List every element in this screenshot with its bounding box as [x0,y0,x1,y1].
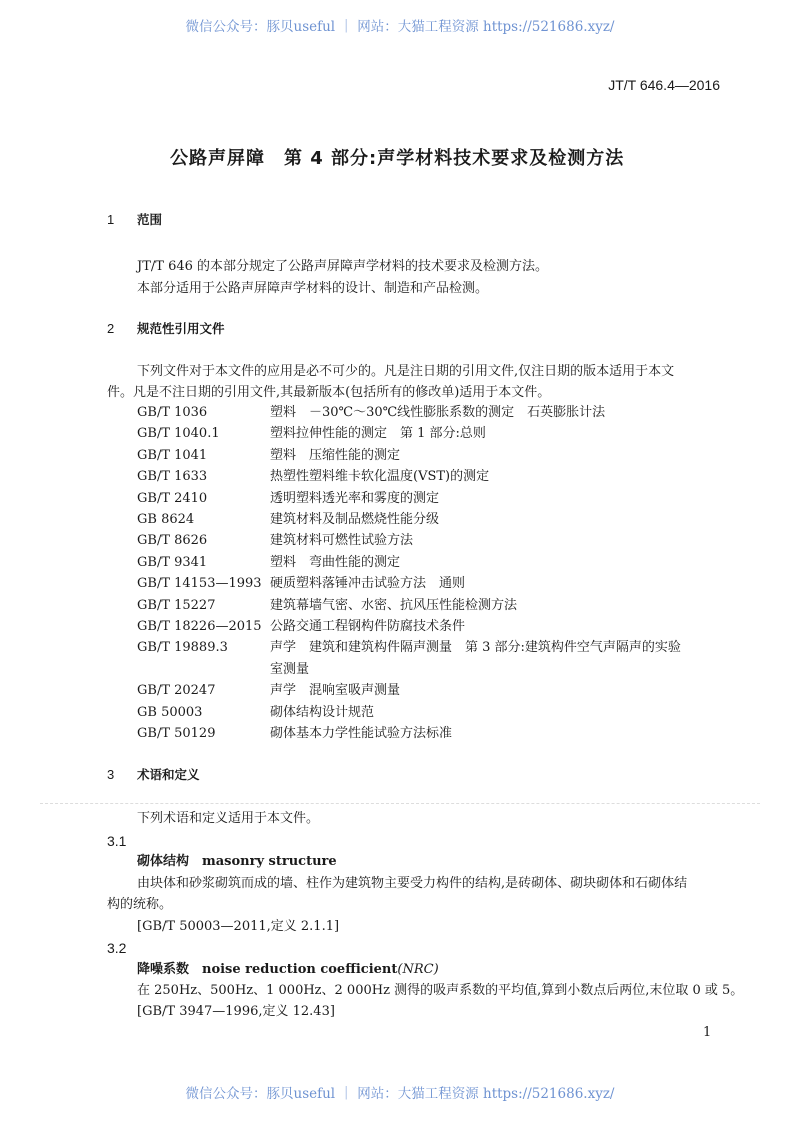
standard-number: JT/T 646.4—2016 [608,77,720,93]
page-number: 1 [703,1025,712,1040]
reference-title: 塑料 压缩性能的测定 [270,447,401,463]
reference-title: 建筑材料及制品燃烧性能分级 [270,512,440,527]
reference-code: GB 50003 [137,704,203,720]
watermark-bottom: 微信公众号：豚贝useful ｜ 网站：大猫工程资源 https://521686.xyz/ [185,1086,615,1102]
reference-code: GB/T 2410 [137,490,208,506]
term-heading [137,963,439,976]
reference-title: 塑料 －30℃～30℃线性膨胀系数的测定 石英膨胀计法 [270,405,606,420]
divider [40,803,760,804]
definition-line: 由块体和砂浆砌筑而成的墙、柱作为建筑物主要受力构件的结构,是砖砌体、砌块砌体和石砌体结 [137,876,688,891]
paragraph-line: 本部分适用于公路声屏障声学材料的设计、制造和产品检测。 [137,281,489,296]
paragraph-line: 下列文件对于本文件的应用是必不可少的。凡是注日期的引用文件,仅注日期的版本适用于本文 [137,364,675,379]
reference-code: GB/T 1633 [137,469,208,485]
reference-title: 声学 混响室吸声测量 [270,683,401,699]
document-title: 公路声屏障 第 4 部分:声学材料技术要求及检测方法 [170,148,625,169]
paragraph-line: 下列术语和定义适用于本文件。 [137,811,320,826]
paragraph-line: 件。凡是不注日期的引用文件,其最新版本(包括所有的修改单)适用于本文件。 [107,385,551,400]
clause-number: 3.1 [107,833,127,849]
term-text: 降噪系数 noise reduction coefficient [137,962,398,977]
watermark-top: 微信公众号：豚贝useful ｜ 网站：大猫工程资源 https://521686.xyz/ [185,19,615,35]
clause-number: 3.2 [107,940,127,956]
reference-code: GB/T 15227 [137,597,216,613]
section-3-heading [107,768,200,782]
term-heading: 砌体结构 masonry structure [137,854,337,869]
reference-code: GB/T 1040.1 [137,426,220,442]
section-number: 1 [107,212,115,227]
reference-code: GB/T 9341 [137,554,208,570]
reference-code: GB/T 1036 [137,405,208,420]
section-number: 2 [107,321,115,336]
reference-title: 建筑幕墙气密、水密、抗风压性能检测方法 [270,597,518,613]
reference-title-continued: 室测量 [270,661,310,677]
reference-code: GB/T 50129 [137,726,216,741]
reference-code: GB/T 20247 [137,683,216,699]
section-number: 3 [107,767,115,782]
reference-title: 透明塑料透光率和雾度的测定 [270,490,440,506]
section-title: 术语和定义 [137,767,200,782]
reference-code: GB/T 18226—2015 [137,619,262,634]
section-title: 范围 [137,212,163,227]
reference-title: 塑料 弯曲性能的测定 [270,554,401,570]
reference-code: GB/T 8626 [137,533,208,549]
term-source: [GB/T 3947—1996,定义 12.43] [137,1004,335,1019]
reference-code: GB 8624 [137,512,195,527]
section-2-heading [107,322,225,336]
reference-code: GB/T 1041 [137,447,208,463]
reference-title: 公路交通工程钢构件防腐技术条件 [270,619,466,634]
definition-line: 在 250Hz、500Hz、1 000Hz、2 000Hz 测得的吸声系数的平均值,算到小数点后两位,末位取 0 或 5。 [137,983,744,998]
section-1-heading [107,213,162,227]
reference-code: GB/T 19889.3 [137,640,228,656]
term-source: [GB/T 50003—2011,定义 2.1.1] [137,919,340,934]
paragraph-line: JT/T 646 的本部分规定了公路声屏障声学材料的技术要求及检测方法。 [137,259,549,274]
section-title: 规范性引用文件 [137,321,225,336]
reference-code: GB/T 14153—1993 [137,576,262,592]
definition-line: 构的统称。 [107,897,173,912]
term-abbreviation: (NRC) [397,962,439,977]
reference-title: 砌体基本力学性能试验方法标准 [270,726,453,741]
reference-title: 塑料拉伸性能的测定 第 1 部分:总则 [270,426,486,442]
reference-title: 热塑性塑料维卡软化温度(VST)的测定 [270,469,490,485]
reference-title: 硬质塑料落锤冲击试验方法 通则 [270,576,466,592]
reference-title: 建筑材料可燃性试验方法 [270,533,414,549]
reference-title: 砌体结构设计规范 [270,704,375,720]
reference-title: 声学 建筑和建筑构件隔声测量 第 3 部分:建筑构件空气声隔声的实验 [270,640,681,656]
